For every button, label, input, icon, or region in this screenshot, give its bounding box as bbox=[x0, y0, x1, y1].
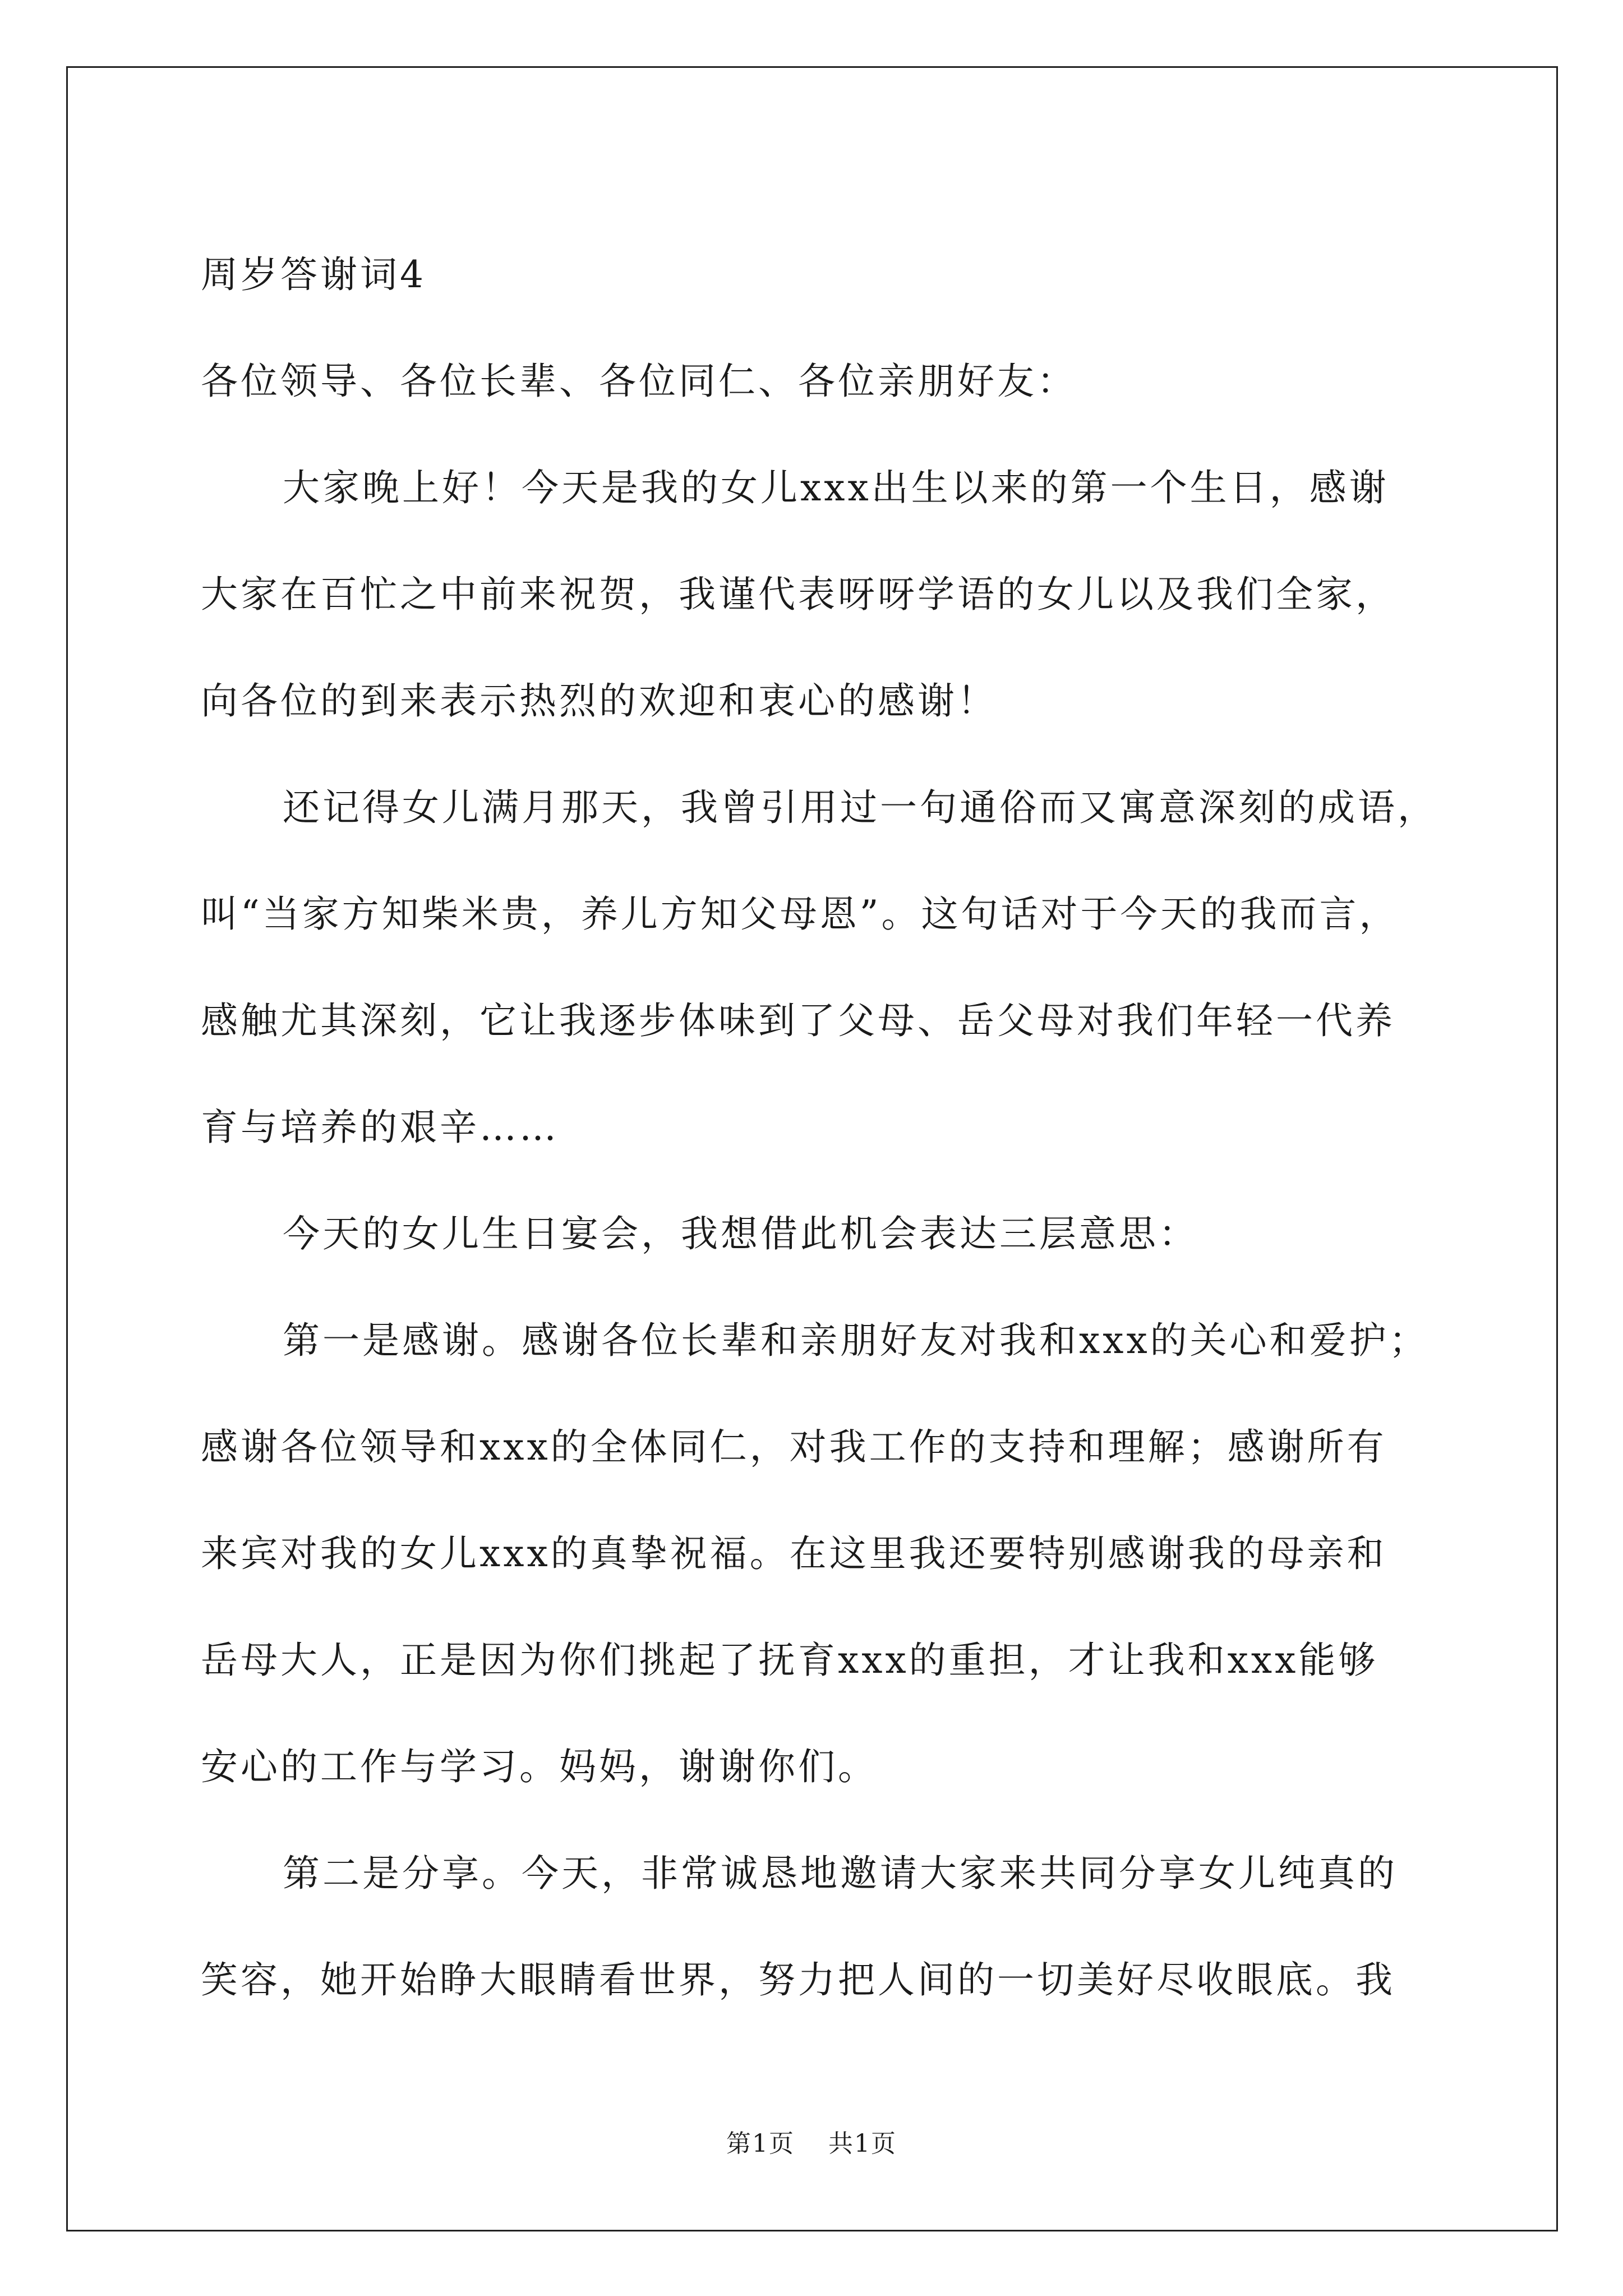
page-total: 共1页 bbox=[828, 2129, 897, 2158]
body-line: 大家在百忙之中前来祝贺，我谨代表呀呀学语的女儿以及我们全家， bbox=[201, 573, 1395, 616]
document-title: 周岁答谢词4 bbox=[201, 253, 426, 296]
body-line: 笑容，她开始睁大眼睛看世界，努力把人间的一切美好尽收眼底。我 bbox=[201, 1958, 1395, 2001]
page-footer bbox=[0, 2123, 1623, 2159]
body-line: 今天的女儿生日宴会，我想借此机会表达三层意思： bbox=[283, 1212, 1198, 1255]
body-line: 安心的工作与学习。妈妈，谢谢你们。 bbox=[201, 1745, 878, 1788]
body-line: 大家晚上好！今天是我的女儿xxx出生以来的第一个生日，感谢 bbox=[283, 466, 1389, 509]
body-line: 感触尤其深刻，它让我逐步体味到了父母、岳父母对我们年轻一代养 bbox=[201, 999, 1395, 1042]
page-number: 第1页 bbox=[726, 2129, 795, 2158]
salutation: 各位领导、各位长辈、各位同仁、各位亲朋好友： bbox=[201, 360, 1077, 403]
body-line: 岳母大人，正是因为你们挑起了抚育xxx的重担，才让我和xxx能够 bbox=[201, 1639, 1378, 1682]
body-line: 叫“当家方知柴米贵，养儿方知父母恩”。这句话对于今天的我而言， bbox=[201, 892, 1399, 936]
body-line: 感谢各位领导和xxx的全体同仁，对我工作的支持和理解；感谢所有 bbox=[201, 1425, 1387, 1469]
body-line: 第一是感谢。感谢各位长辈和亲朋好友对我和xxx的关心和爱护； bbox=[283, 1319, 1429, 1362]
document-body bbox=[201, 222, 1468, 2033]
body-line: 来宾对我的女儿xxx的真挚祝福。在这里我还要特别感谢我的母亲和 bbox=[201, 1532, 1387, 1575]
body-line: 育与培养的艰辛…… bbox=[201, 1106, 559, 1149]
body-line: 还记得女儿满月那天，我曾引用过一句通俗而又寓意深刻的成语， bbox=[283, 786, 1437, 829]
body-line: 第二是分享。今天，非常诚恳地邀请大家来共同分享女儿纯真的 bbox=[283, 1852, 1398, 1895]
body-line: 向各位的到来表示热烈的欢迎和衷心的感谢！ bbox=[201, 679, 997, 723]
